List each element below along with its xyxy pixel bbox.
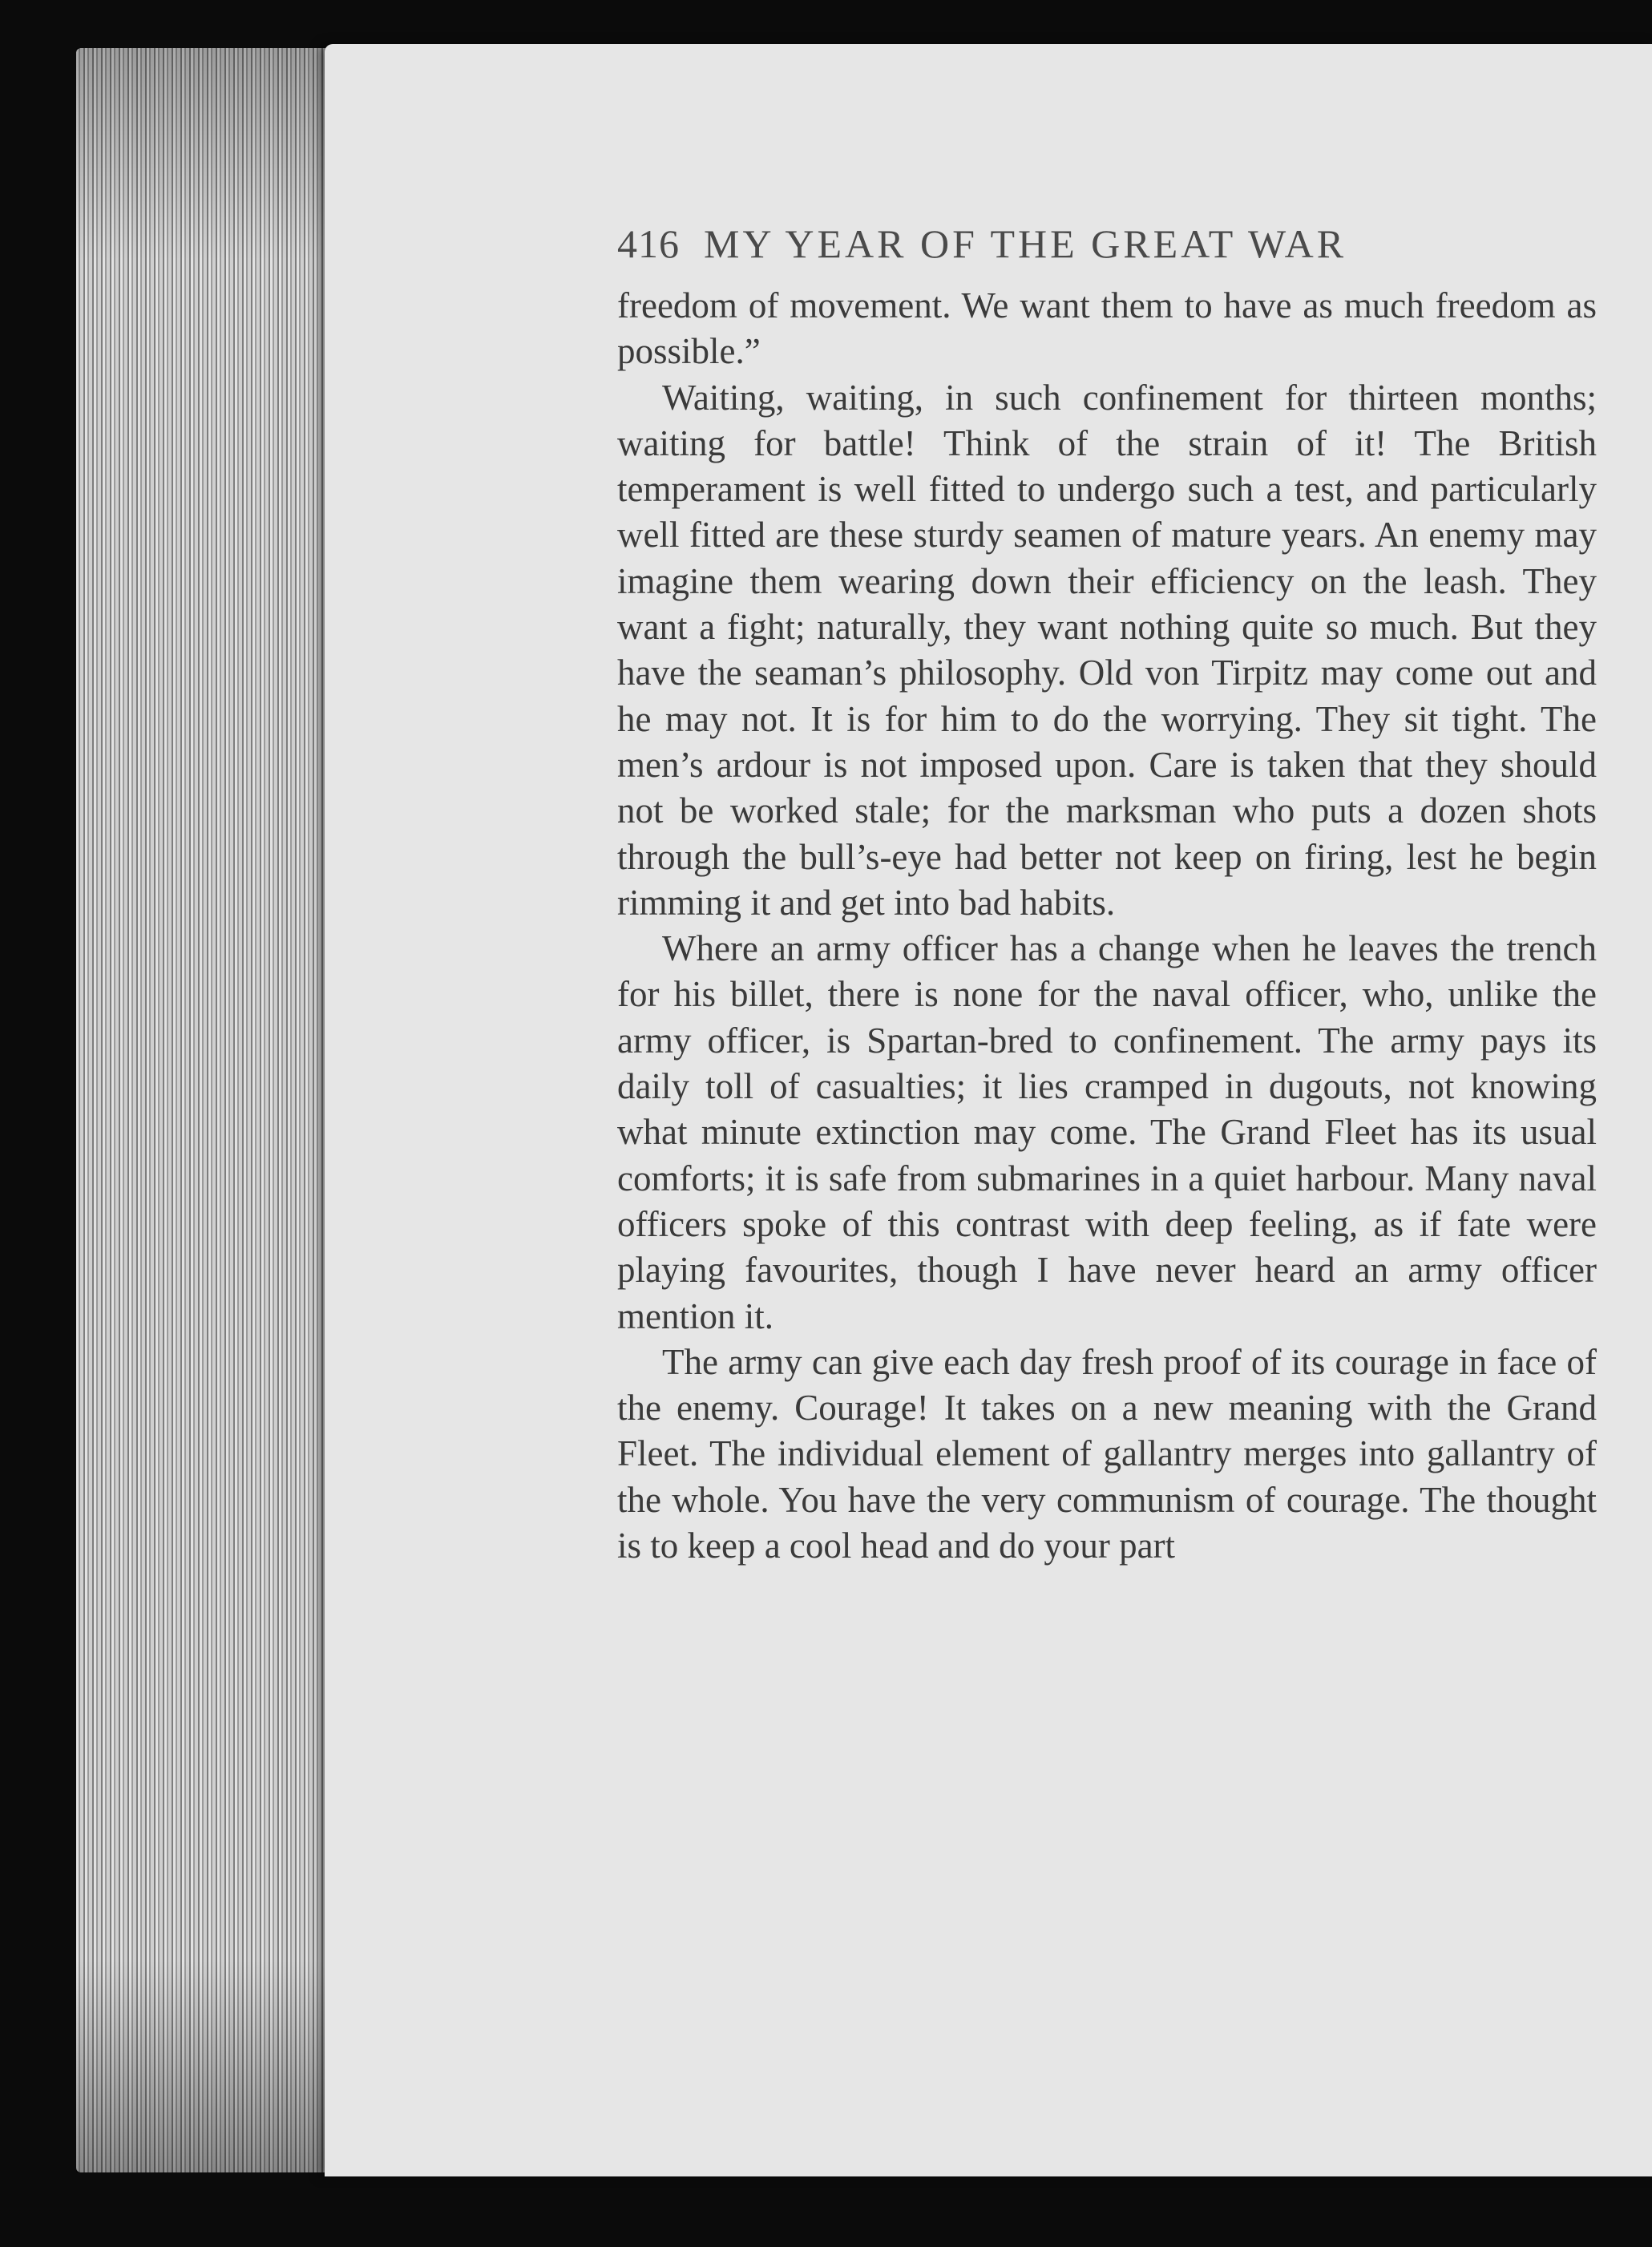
paragraph-3: Where an army officer has a change when he leaves the trench for his billet, there is none for the naval officer, who, unlike the army officer, is Spartan-bred to confinement. The army pays its daily toll of casualties; it lies cramped in dugouts, not knowing what minute extinction may come. The Grand Fleet has its usual comforts; it is safe from submarines in a quiet harbour. Many naval officers spoke of this contrast with deep feeling, as if fate were playing favourites, though I have never heard an army officer mention it. <box>617 928 1597 1336</box>
book-page <box>325 44 1652 2176</box>
paragraph-2: Waiting, waiting, in such confinement for thirteen months; waiting for battle! Think of the strain of it! The British temperament is well fitted to undergo such a test, and particularly well fitted are these sturdy seamen of mature years. An enemy may imagine them wearing down their efficiency on the leash. They want a fight; naturally, they want nothing quite so much. But they have the seaman’s philosophy. Old von Tirpitz may come out and he may not. It is for him to do the worrying. They sit tight. The men’s ardour is not imposed upon. Care is taken that they should not be worked stale; for the marksman who puts a dozen shots through the bull’s-eye had better not keep on firing, lest he begin rimming it and get into bad habits. <box>617 377 1597 923</box>
paragraph-1: freedom of movement. We want them to have as much freedom as possible.” <box>617 285 1597 372</box>
book-page-edges <box>76 48 341 2172</box>
page-number: 416 <box>617 221 680 266</box>
body-text <box>617 283 1597 1569</box>
running-title: MY YEAR OF THE GREAT WAR <box>704 221 1347 266</box>
page-header <box>617 220 1597 267</box>
page-content <box>617 220 1597 1569</box>
paragraph-4: The army can give each day fresh proof of its courage in face of the enemy. Courage! It takes on a new meaning with the Grand Fleet. The individual element of gallantry merges into gallantry of the whole. You have the very communism of courage. The thought is to keep a cool head and do your part <box>617 1341 1597 1566</box>
